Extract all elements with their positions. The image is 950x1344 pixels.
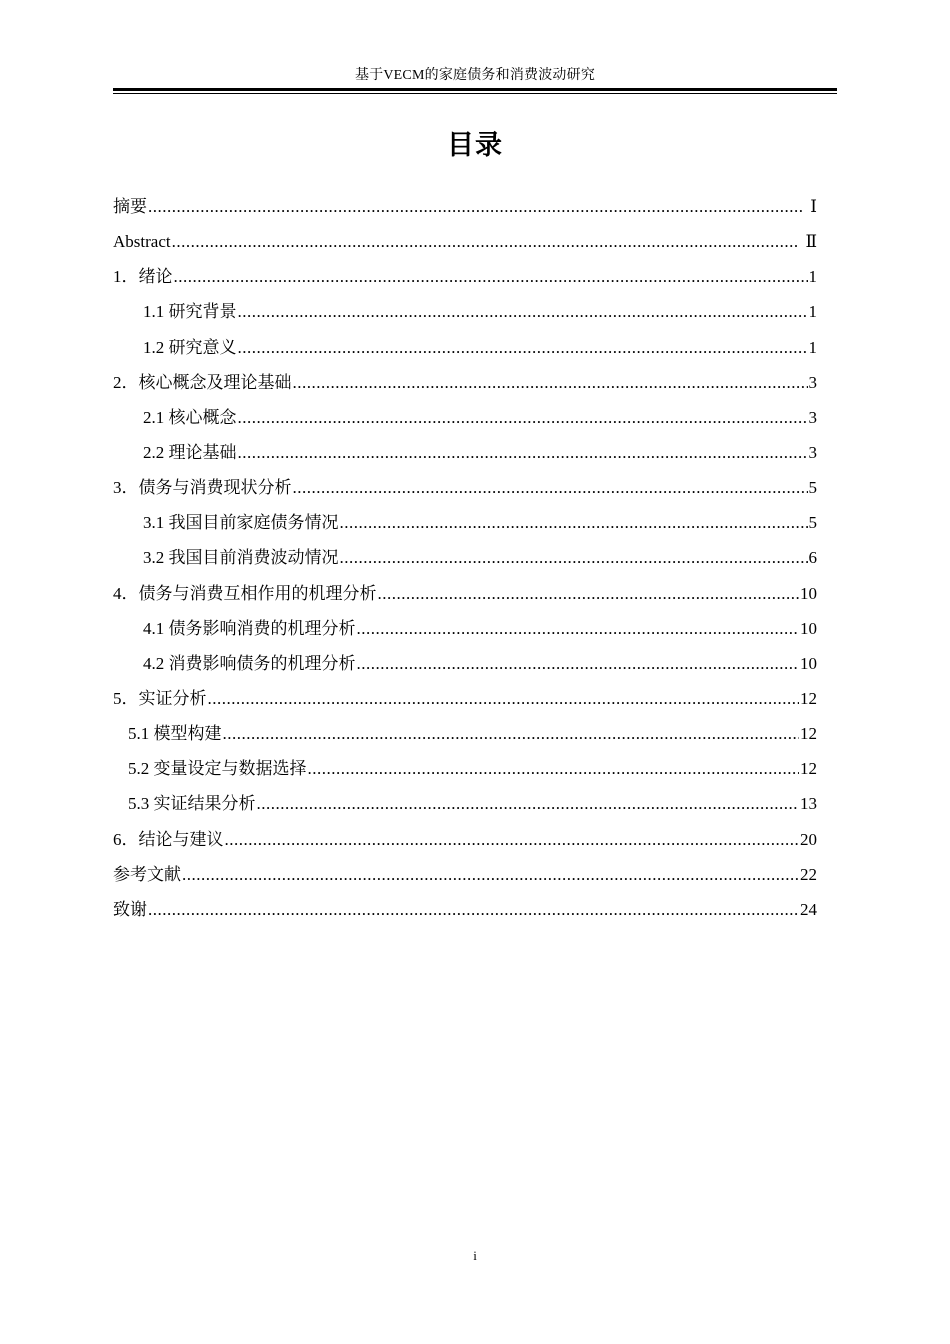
toc-leader-dots bbox=[174, 259, 808, 294]
toc-leader-dots bbox=[357, 646, 800, 681]
toc-entry-chapter-6[interactable] bbox=[113, 822, 817, 857]
toc-entry-section-5-3[interactable] bbox=[113, 786, 817, 821]
toc-entry-page: 10 bbox=[800, 583, 817, 603]
toc-entry-page: 3 bbox=[808, 442, 817, 462]
toc-leader-dots bbox=[238, 330, 808, 365]
toc-entry-page: 1 bbox=[808, 302, 817, 322]
toc-entry-chapter-5[interactable] bbox=[113, 681, 817, 716]
toc-entry-section-5-2[interactable] bbox=[113, 751, 817, 786]
toc-entry-label: Abstract bbox=[113, 232, 171, 252]
toc-leader-dots bbox=[148, 892, 799, 927]
toc-entry-page: 10 bbox=[800, 618, 817, 638]
toc-entry-section-2-1[interactable] bbox=[113, 400, 817, 435]
toc-entry-section-3-1[interactable] bbox=[113, 505, 817, 540]
toc-entry-label: 4.1 债务影响消费的机理分析 bbox=[143, 618, 356, 638]
table-of-contents bbox=[113, 189, 817, 927]
toc-entry-page: 20 bbox=[800, 829, 817, 849]
toc-entry-label: 2．核心概念及理论基础 bbox=[113, 372, 292, 392]
toc-entry-page: 5 bbox=[808, 513, 817, 533]
toc-entry-page: 1 bbox=[808, 267, 817, 287]
toc-leader-dots bbox=[308, 751, 800, 786]
toc-entry-section-5-1[interactable] bbox=[113, 716, 817, 751]
toc-entry-page: 1 bbox=[808, 337, 817, 357]
toc-entry-page: 12 bbox=[800, 724, 817, 744]
running-header: 基于VECM的家庭债务和消费波动研究 bbox=[354, 68, 596, 83]
toc-entry-label: 5.1 模型构建 bbox=[128, 724, 222, 744]
toc-entry-page: Ⅰ bbox=[810, 197, 817, 216]
toc-entry-section-4-1[interactable] bbox=[113, 611, 817, 646]
toc-title: 目录 bbox=[447, 130, 503, 161]
toc-entry-label: 摘要 bbox=[113, 197, 147, 216]
toc-leader-dots bbox=[293, 470, 808, 505]
toc-entry-label: 4．债务与消费互相作用的机理分析 bbox=[113, 583, 377, 603]
toc-leader-dots bbox=[148, 189, 803, 224]
toc-entry-label: 1．绪论 bbox=[113, 267, 173, 287]
toc-entry-abstract-en[interactable] bbox=[113, 224, 817, 259]
toc-entry-page: 12 bbox=[800, 759, 817, 779]
toc-entry-abstract-cn[interactable] bbox=[113, 189, 817, 224]
toc-leader-dots bbox=[340, 540, 808, 575]
toc-entry-label: 5．实证分析 bbox=[113, 688, 207, 708]
toc-entry-references[interactable] bbox=[113, 857, 817, 892]
toc-entry-label: 参考文献 bbox=[113, 864, 181, 884]
toc-entry-section-3-2[interactable] bbox=[113, 540, 817, 575]
toc-entry-label: 1.2 研究意义 bbox=[143, 337, 237, 357]
header-rule-thin bbox=[113, 93, 837, 94]
toc-entry-label: 5.2 变量设定与数据选择 bbox=[128, 759, 307, 779]
toc-entry-label: 2.2 理论基础 bbox=[143, 442, 237, 462]
toc-entry-section-1-2[interactable] bbox=[113, 330, 817, 365]
toc-entry-page: 3 bbox=[808, 372, 817, 392]
toc-entry-label: 1.1 研究背景 bbox=[143, 302, 237, 322]
toc-entry-label: 3.2 我国目前消费波动情况 bbox=[143, 548, 339, 568]
toc-entry-chapter-2[interactable] bbox=[113, 365, 817, 400]
toc-entry-section-2-2[interactable] bbox=[113, 435, 817, 470]
toc-entry-page: 6 bbox=[808, 548, 817, 568]
toc-entry-label: 3．债务与消费现状分析 bbox=[113, 478, 292, 498]
toc-entry-acknowledgements[interactable] bbox=[113, 892, 817, 927]
toc-leader-dots bbox=[357, 611, 800, 646]
toc-entry-label: 6．结论与建议 bbox=[113, 829, 224, 849]
toc-entry-page: 13 bbox=[800, 794, 817, 814]
toc-entry-page: Ⅱ bbox=[805, 232, 817, 252]
toc-entry-section-4-2[interactable] bbox=[113, 646, 817, 681]
toc-leader-dots bbox=[238, 435, 808, 470]
toc-entry-page: 10 bbox=[800, 653, 817, 673]
toc-leader-dots bbox=[257, 786, 800, 821]
toc-entry-page: 5 bbox=[808, 478, 817, 498]
toc-entry-label: 致谢 bbox=[113, 899, 147, 919]
toc-entry-page: 3 bbox=[808, 407, 817, 427]
toc-leader-dots bbox=[223, 716, 800, 751]
toc-entry-label: 4.2 消费影响债务的机理分析 bbox=[143, 653, 356, 673]
page-number: i bbox=[473, 1248, 477, 1263]
toc-leader-dots bbox=[238, 294, 808, 329]
toc-entry-page: 24 bbox=[800, 899, 817, 919]
toc-entry-label: 5.3 实证结果分析 bbox=[128, 794, 256, 814]
toc-leader-dots bbox=[238, 400, 808, 435]
toc-leader-dots bbox=[340, 505, 808, 540]
toc-leader-dots bbox=[378, 576, 800, 611]
toc-entry-chapter-4[interactable] bbox=[113, 576, 817, 611]
header-rule-thick bbox=[113, 88, 837, 91]
toc-leader-dots bbox=[172, 224, 799, 259]
toc-leader-dots bbox=[208, 681, 800, 716]
toc-entry-page: 12 bbox=[800, 688, 817, 708]
toc-entry-label: 2.1 核心概念 bbox=[143, 407, 237, 427]
toc-entry-chapter-3[interactable] bbox=[113, 470, 817, 505]
toc-leader-dots bbox=[225, 822, 800, 857]
toc-entry-label: 3.1 我国目前家庭债务情况 bbox=[143, 513, 339, 533]
toc-leader-dots bbox=[293, 365, 808, 400]
toc-entry-chapter-1[interactable] bbox=[113, 259, 817, 294]
toc-leader-dots bbox=[182, 857, 799, 892]
toc-entry-section-1-1[interactable] bbox=[113, 294, 817, 329]
toc-entry-page: 22 bbox=[800, 864, 817, 884]
